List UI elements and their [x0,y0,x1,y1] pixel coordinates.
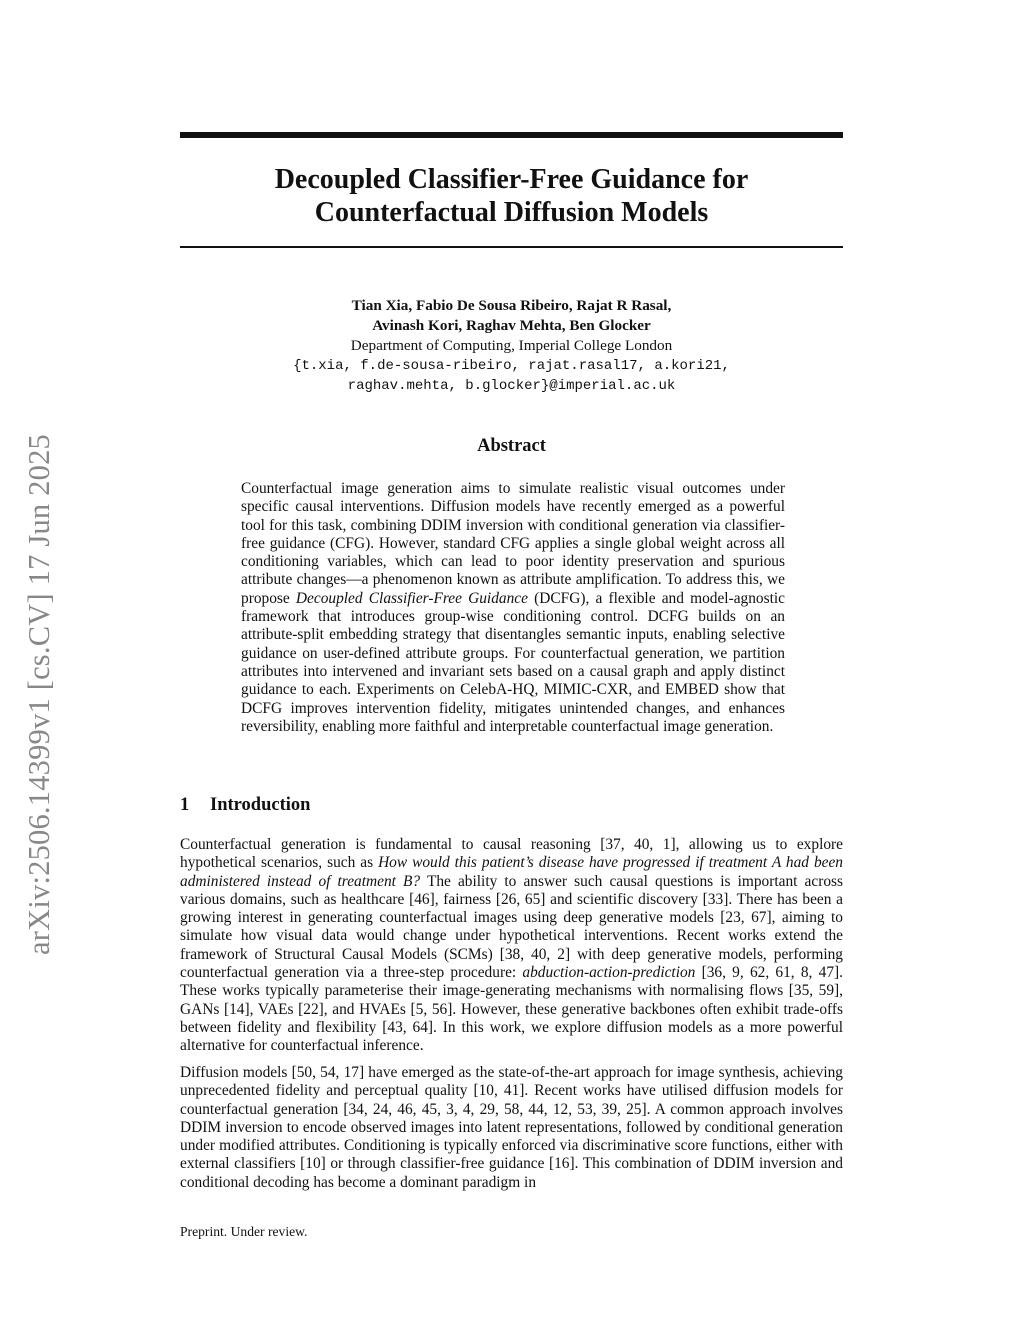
author-affiliation: Department of Computing, Imperial College London [350,337,673,354]
author-emails-line-1: {t.xia, f.de-sousa-ribeiro, rajat.rasal17, a.kori21, [293,358,730,374]
intro-p1-question: How would this patient’s disease have progressed if treatment A had been administered instead of treatment B? [180,854,843,890]
author-names-line-1: Tian Xia, Fabio De Sousa Ribeiro, Rajat R Rasal, [351,297,672,314]
intro-p1-part-3: [36, 9, 62, 61, 8, 47]. These works typically parameterise their image-generating mechanisms with normalising flows [35, 59], GANs [14], VAEs [22], and HVAEs [5, 56]. However, these generative backbones often exhibit trade-offs between fidelity and flexibility [43, 64]. In this work, we explore diffusion models as a more powerful alternative for counterfactual inference. [180,964,843,1055]
paper-title-line-2: Counterfactual Diffusion Models [314,197,709,228]
abstract-text-part-2: (DCFG), a flexible and model-agnostic framework that introduces group-wise conditioning control. DCFG builds on an attribute-split embedding strategy that disentangles semantic inputs, enabling selective guidance on user-defined attribute groups. For counterfactual generation, we partition attributes into intervened and invariant sets based on a causal graph and apply distinct guidance to each. Experiments on CelebA-HQ, MIMIC-CXR, and EMBED show that DCFG improves intervention fidelity, mitigates unintended changes, and enhances reversibility, enabling more faithful and interpretable counterfactual image generation. [241,589,786,735]
intro-p1-part-1: Counterfactual generation is fundamental to causal reasoning [37, 40, 1], allowing us to explore hypothetical scenarios, such as [180,836,843,872]
title-top-rule [180,132,843,138]
intro-p1-part-2: The ability to answer such causal questions is important across various domains, such as healthcare [46], fairness [26, 65] and scientific discovery [33]. There has been a growing interest in generating counterfactual images using deep generative models [23, 67], aiming to simulate how visual data would change under hypothetical interventions. Recent works extend the framework of Structural Causal Models (SCMs) [38, 40, 2] with deep generative models, performing counterfactual generation via a three-step procedure: [180,872,844,982]
abstract-text-part-1: Counterfactual image generation aims to simulate realistic visual outcomes under specific causal interventions. Diffusion models have recently emerged as a powerful tool for this task, combining DDIM inversion with conditional generation via classifier-free guidance (CFG). However, standard CFG applies a single global weight across all conditioning variables, which can lead to poor identity preservation and spurious attribute changes—a phenomenon known as attribute amplification. To address this, we propose [241,480,785,607]
section-heading-introduction [180,793,843,817]
introduction-paragraph-1 [180,836,843,1056]
intro-p1-procedure: abduction-action-prediction [522,964,696,982]
title-bottom-rule [180,246,843,248]
arxiv-identifier-stamp [16,375,62,955]
arxiv-identifier-text: arXiv:2506.14399v1 [cs.CV] 17 Jun 2025 [22,434,56,955]
abstract-heading: Abstract [477,436,546,456]
section-number: 1 [180,795,190,815]
paper-title [180,163,843,229]
section-title: Introduction [210,795,311,815]
author-block [180,296,843,396]
abstract-method-name: Decoupled Classifier-Free Guidance [295,589,528,607]
preprint-footer-note: Preprint. Under review. [180,1224,308,1239]
introduction-paragraph-2: Diffusion models [50, 54, 17] have emerged as the state-of-the-art approach for image synthesis, achieving unprecedented fidelity and perceptual quality [10, 41]. Recent works have utilised diffusion models for counterfactual generation [34, 24, 46, 45, 3, 4, 29, 58, 44, 12, 53, 39, 25]. A common approach involves DDIM inversion to encode observed images into latent representations, followed by conditional generation under modified attributes. Conditioning is typically enforced via discriminative score functions, either with external classifiers [10] or through classifier-free guidance [16]. This combination of DDIM inversion and conditional decoding has become a dominant paradigm in [180,1064,843,1191]
paper-title-line-1: Decoupled Classifier-Free Guidance for [274,164,749,195]
author-emails-line-2: raghav.mehta, b.glocker}@imperial.ac.uk [347,378,676,394]
author-names-line-2: Avinash Kori, Raghav Mehta, Ben Glocker [372,317,651,334]
abstract-text [241,480,785,736]
